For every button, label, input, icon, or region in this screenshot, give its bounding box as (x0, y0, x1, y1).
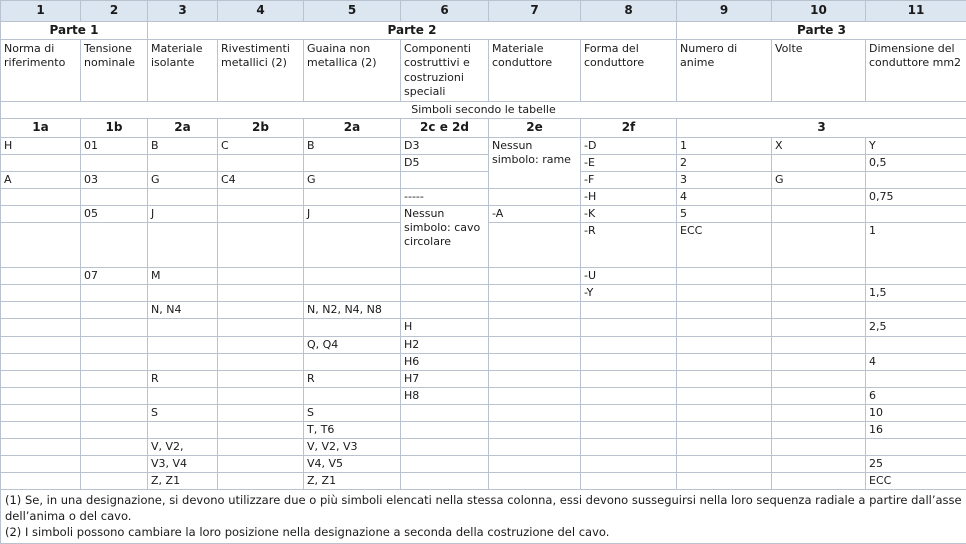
cell-r11-c4 (218, 336, 304, 353)
cell-r11-c5: Q, Q4 (304, 336, 401, 353)
cell-r17-c9 (677, 438, 772, 455)
cell-r14-c10 (772, 387, 866, 404)
cell-r14-c4 (218, 387, 304, 404)
cell-r11-c8 (581, 336, 677, 353)
cell-r10-c7 (489, 319, 581, 336)
cell-r2-c2 (81, 154, 148, 171)
footnote-2: (2) I simboli possono cambiare la loro posizione nella designazione a seconda della costruzione del cavo. (5, 524, 962, 540)
cell-r8-c5 (304, 285, 401, 302)
cell-r6-c4 (218, 223, 304, 268)
cell-r17-c7 (489, 438, 581, 455)
cell-r10-c5 (304, 319, 401, 336)
cell-r7-c9 (677, 268, 772, 285)
cell-r18-c11: 25 (866, 456, 966, 473)
cell-r4-c3 (148, 189, 218, 206)
cell-r14-c8 (581, 387, 677, 404)
cell-r15-c6 (401, 404, 489, 421)
column-number-9: 9 (677, 1, 772, 22)
key-header-6: 2c e 2d (401, 119, 489, 137)
table-row-14 (1, 387, 966, 404)
table-row-17 (1, 438, 966, 455)
cell-r9-c11 (866, 302, 966, 319)
cell-r18-c2 (81, 456, 148, 473)
cell-r8-c11: 1,5 (866, 285, 966, 302)
cell-r8-c10 (772, 285, 866, 302)
cell-r5-c10 (772, 206, 866, 223)
cell-r11-c10 (772, 336, 866, 353)
column-number-5: 5 (304, 1, 401, 22)
cell-r4-c7 (489, 189, 581, 206)
column-header-8: Forma del conduttore (581, 40, 677, 102)
cell-r12-c11: 4 (866, 353, 966, 370)
table-row-4 (1, 189, 966, 206)
cell-r19-c2 (81, 473, 148, 490)
column-number-6: 6 (401, 1, 489, 22)
cell-r11-c2 (81, 336, 148, 353)
simboli-banner: Simboli secondo le tabelle (1, 102, 966, 119)
key-header-7: 2e (489, 119, 581, 137)
cell-r16-c3 (148, 421, 218, 438)
cell-r13-c2 (81, 370, 148, 387)
column-number-4: 4 (218, 1, 304, 22)
cell-r1-c10: X (772, 137, 866, 154)
cell-r9-c1 (1, 302, 81, 319)
cell-r10-c2 (81, 319, 148, 336)
cell-r3-c6 (401, 171, 489, 188)
cell-r19-c3: Z, Z1 (148, 473, 218, 490)
table-row-3 (1, 171, 966, 188)
cell-r5-c7: -A (489, 206, 581, 223)
column-number-10: 10 (772, 1, 866, 22)
cell-r9-c6 (401, 302, 489, 319)
parte-header-3: Parte 3 (677, 22, 966, 40)
table-row-15 (1, 404, 966, 421)
cell-r15-c5: S (304, 404, 401, 421)
cell-r17-c6 (401, 438, 489, 455)
cell-r18-c5: V4, V5 (304, 456, 401, 473)
cell-r13-c11 (866, 370, 966, 387)
cell-r7-c11 (866, 268, 966, 285)
cell-r10-c3 (148, 319, 218, 336)
cell-r6-c1 (1, 223, 81, 268)
cell-r12-c10 (772, 353, 866, 370)
cell-r4-c2 (81, 189, 148, 206)
parte-header-row (1, 22, 966, 40)
cell-r2-c4 (218, 154, 304, 171)
cell-r13-c1 (1, 370, 81, 387)
cell-r17-c10 (772, 438, 866, 455)
cell-r3-c10: G (772, 171, 866, 188)
cell-r8-c4 (218, 285, 304, 302)
cell-r15-c10 (772, 404, 866, 421)
cell-r12-c5 (304, 353, 401, 370)
cell-r10-c11: 2,5 (866, 319, 966, 336)
table-header (1, 1, 966, 138)
cell-r12-c1 (1, 353, 81, 370)
cell-r19-c7 (489, 473, 581, 490)
cell-r1-c7: Nessun simbolo: rame (489, 137, 581, 188)
cell-r13-c5: R (304, 370, 401, 387)
cell-r16-c2 (81, 421, 148, 438)
cell-r8-c9 (677, 285, 772, 302)
cell-r16-c4 (218, 421, 304, 438)
cell-r11-c9 (677, 336, 772, 353)
column-header-7: Materiale conduttore (489, 40, 581, 102)
table-row-18 (1, 456, 966, 473)
cell-r6-c10 (772, 223, 866, 268)
cell-r18-c9 (677, 456, 772, 473)
cell-r1-c8: -D (581, 137, 677, 154)
column-number-11: 11 (866, 1, 966, 22)
table-row-12 (1, 353, 966, 370)
cell-r2-c1 (1, 154, 81, 171)
cell-r9-c9 (677, 302, 772, 319)
cell-r18-c6 (401, 456, 489, 473)
cell-r15-c2 (81, 404, 148, 421)
cell-r7-c1 (1, 268, 81, 285)
key-header-2: 1b (81, 119, 148, 137)
cell-r14-c5 (304, 387, 401, 404)
cell-r4-c1 (1, 189, 81, 206)
cell-r13-c8 (581, 370, 677, 387)
cell-r11-c1 (1, 336, 81, 353)
table-row-9 (1, 302, 966, 319)
cell-r3-c11 (866, 171, 966, 188)
cell-r7-c6 (401, 268, 489, 285)
cell-r6-c5 (304, 223, 401, 268)
cell-r3-c2: 03 (81, 171, 148, 188)
cell-r12-c7 (489, 353, 581, 370)
cell-r16-c11: 16 (866, 421, 966, 438)
cell-r10-c1 (1, 319, 81, 336)
table-row-19 (1, 473, 966, 490)
cell-r19-c4 (218, 473, 304, 490)
cell-r14-c3 (148, 387, 218, 404)
cell-r1-c11: Y (866, 137, 966, 154)
cell-r8-c2 (81, 285, 148, 302)
cell-r4-c11: 0,75 (866, 189, 966, 206)
cell-r9-c7 (489, 302, 581, 319)
cell-r18-c8 (581, 456, 677, 473)
table-row-7 (1, 268, 966, 285)
cell-r18-c3: V3, V4 (148, 456, 218, 473)
column-header-6: Componenti costruttivi e costruzioni speciali (401, 40, 489, 102)
cell-r19-c10 (772, 473, 866, 490)
cell-r6-c2 (81, 223, 148, 268)
cell-r15-c1 (1, 404, 81, 421)
table-row-8 (1, 285, 966, 302)
cell-r6-c3 (148, 223, 218, 268)
cell-r11-c11 (866, 336, 966, 353)
key-code-row (1, 119, 966, 137)
cell-r3-c9: 3 (677, 171, 772, 188)
cell-r11-c6: H2 (401, 336, 489, 353)
cell-r2-c11: 0,5 (866, 154, 966, 171)
cell-r15-c11: 10 (866, 404, 966, 421)
cell-r1-c3: B (148, 137, 218, 154)
key-header-3: 2a (148, 119, 218, 137)
cell-r1-c6: D3 (401, 137, 489, 154)
cell-r14-c6: H8 (401, 387, 489, 404)
cell-r1-c9: 1 (677, 137, 772, 154)
cell-r15-c8 (581, 404, 677, 421)
cell-r13-c3: R (148, 370, 218, 387)
cell-r19-c1 (1, 473, 81, 490)
cell-r17-c1 (1, 438, 81, 455)
cell-r7-c8: -U (581, 268, 677, 285)
key-header-9: 3 (677, 119, 966, 137)
cell-r3-c1: A (1, 171, 81, 188)
cell-r5-c11 (866, 206, 966, 223)
column-header-9: Numero di anime (677, 40, 772, 102)
cell-r19-c9 (677, 473, 772, 490)
table-row-13 (1, 370, 966, 387)
cell-r7-c4 (218, 268, 304, 285)
cell-r19-c5: Z, Z1 (304, 473, 401, 490)
table-row-16 (1, 421, 966, 438)
cell-r9-c4 (218, 302, 304, 319)
cell-r2-c10 (772, 154, 866, 171)
table-row-2 (1, 154, 966, 171)
cell-r16-c9 (677, 421, 772, 438)
key-header-8: 2f (581, 119, 677, 137)
key-header-1: 1a (1, 119, 81, 137)
cell-r14-c2 (81, 387, 148, 404)
cell-r16-c8 (581, 421, 677, 438)
cell-r12-c3 (148, 353, 218, 370)
column-number-7: 7 (489, 1, 581, 22)
cell-r18-c1 (1, 456, 81, 473)
table-row-11 (1, 336, 966, 353)
cell-r13-c7 (489, 370, 581, 387)
column-number-row (1, 1, 966, 22)
cell-r17-c3: V, V2, (148, 438, 218, 455)
cell-r16-c10 (772, 421, 866, 438)
column-header-3: Materiale isolante (148, 40, 218, 102)
cell-r17-c5: V, V2, V3 (304, 438, 401, 455)
cell-r13-c10 (772, 370, 866, 387)
cell-r1-c5: B (304, 137, 401, 154)
cell-r5-c1 (1, 206, 81, 223)
cell-r5-c6: Nessun simbolo: cavo circolare (401, 206, 489, 268)
cell-r3-c4: C4 (218, 171, 304, 188)
cell-r2-c9: 2 (677, 154, 772, 171)
column-header-2: Tensione nominale (81, 40, 148, 102)
column-header-5: Guaina non metallica (2) (304, 40, 401, 102)
cell-r4-c6: ----- (401, 189, 489, 206)
cell-r10-c4 (218, 319, 304, 336)
cell-r9-c2 (81, 302, 148, 319)
cell-r10-c9 (677, 319, 772, 336)
cell-r18-c4 (218, 456, 304, 473)
cell-r13-c9 (677, 370, 772, 387)
column-number-8: 8 (581, 1, 677, 22)
cell-r5-c8: -K (581, 206, 677, 223)
table-row-10 (1, 319, 966, 336)
cell-r10-c8 (581, 319, 677, 336)
cell-r2-c6: D5 (401, 154, 489, 171)
column-number-3: 3 (148, 1, 218, 22)
cell-r2-c5 (304, 154, 401, 171)
cell-r1-c2: 01 (81, 137, 148, 154)
cell-r5-c9: 5 (677, 206, 772, 223)
cell-r14-c7 (489, 387, 581, 404)
cell-r8-c7 (489, 285, 581, 302)
column-description-row (1, 40, 966, 102)
cell-r12-c8 (581, 353, 677, 370)
cell-r16-c7 (489, 421, 581, 438)
footnotes-row (1, 490, 966, 544)
cell-r18-c10 (772, 456, 866, 473)
column-header-11: Dimensione del conduttore mm2 (866, 40, 966, 102)
cell-r14-c1 (1, 387, 81, 404)
cell-r12-c4 (218, 353, 304, 370)
cell-r6-c11: 1 (866, 223, 966, 268)
cell-r3-c8: -F (581, 171, 677, 188)
cell-r14-c11: 6 (866, 387, 966, 404)
cell-r8-c1 (1, 285, 81, 302)
cell-r11-c7 (489, 336, 581, 353)
cell-r2-c8: -E (581, 154, 677, 171)
cell-r5-c3: J (148, 206, 218, 223)
cell-r12-c9 (677, 353, 772, 370)
cell-r7-c5 (304, 268, 401, 285)
cell-r7-c10 (772, 268, 866, 285)
cell-r1-c1: H (1, 137, 81, 154)
cell-r8-c3 (148, 285, 218, 302)
cell-r4-c4 (218, 189, 304, 206)
cell-r18-c7 (489, 456, 581, 473)
cell-r15-c7 (489, 404, 581, 421)
column-number-2: 2 (81, 1, 148, 22)
cell-r16-c5: T, T6 (304, 421, 401, 438)
cell-r17-c4 (218, 438, 304, 455)
cell-r9-c3: N, N4 (148, 302, 218, 319)
column-header-10: Volte (772, 40, 866, 102)
column-header-1: Norma di riferimento (1, 40, 81, 102)
cell-r4-c9: 4 (677, 189, 772, 206)
footnotes-cell (1, 490, 966, 544)
cell-r11-c3 (148, 336, 218, 353)
cell-r9-c10 (772, 302, 866, 319)
cell-r6-c7 (489, 223, 581, 268)
cell-r6-c9: ECC (677, 223, 772, 268)
cell-r9-c8 (581, 302, 677, 319)
table-row-5 (1, 206, 966, 223)
column-header-4: Rivestimenti metallici (2) (218, 40, 304, 102)
cell-r10-c10 (772, 319, 866, 336)
table-row-1 (1, 137, 966, 154)
cell-r15-c4 (218, 404, 304, 421)
cell-r14-c9 (677, 387, 772, 404)
column-number-1: 1 (1, 1, 81, 22)
table-body (1, 137, 966, 543)
cell-r13-c4 (218, 370, 304, 387)
key-header-5: 2a (304, 119, 401, 137)
cell-r19-c11: ECC (866, 473, 966, 490)
cell-r17-c2 (81, 438, 148, 455)
cell-r7-c7 (489, 268, 581, 285)
cell-r12-c6: H6 (401, 353, 489, 370)
cell-r10-c6: H (401, 319, 489, 336)
cell-r4-c5 (304, 189, 401, 206)
cell-r19-c6 (401, 473, 489, 490)
cell-r16-c1 (1, 421, 81, 438)
parte-header-1: Parte 1 (1, 22, 148, 40)
simboli-banner-row (1, 102, 966, 119)
cell-r16-c6 (401, 421, 489, 438)
cell-r13-c6: H7 (401, 370, 489, 387)
cell-r15-c3: S (148, 404, 218, 421)
cell-r8-c8: -Y (581, 285, 677, 302)
cell-r17-c8 (581, 438, 677, 455)
cell-r1-c4: C (218, 137, 304, 154)
cell-r15-c9 (677, 404, 772, 421)
footnote-1: (1) Se, in una designazione, si devono utilizzare due o più simboli elencati nella stessa colonna, essi devono susseguirsi nella loro sequenza radiale a partire dall’asse dell’anima o del cavo. (5, 492, 962, 524)
cell-r8-c6 (401, 285, 489, 302)
cell-r19-c8 (581, 473, 677, 490)
cell-r5-c5: J (304, 206, 401, 223)
key-header-4: 2b (218, 119, 304, 137)
cell-r7-c2: 07 (81, 268, 148, 285)
cell-r7-c3: M (148, 268, 218, 285)
cell-r5-c2: 05 (81, 206, 148, 223)
cell-r9-c5: N, N2, N4, N8 (304, 302, 401, 319)
cell-r2-c3 (148, 154, 218, 171)
cell-r17-c11 (866, 438, 966, 455)
cell-r4-c10 (772, 189, 866, 206)
cell-r6-c8: -R (581, 223, 677, 268)
cell-r3-c5: G (304, 171, 401, 188)
cell-r4-c8: -H (581, 189, 677, 206)
parte-header-2: Parte 2 (148, 22, 677, 40)
cell-r12-c2 (81, 353, 148, 370)
cell-r3-c3: G (148, 171, 218, 188)
cell-r5-c4 (218, 206, 304, 223)
